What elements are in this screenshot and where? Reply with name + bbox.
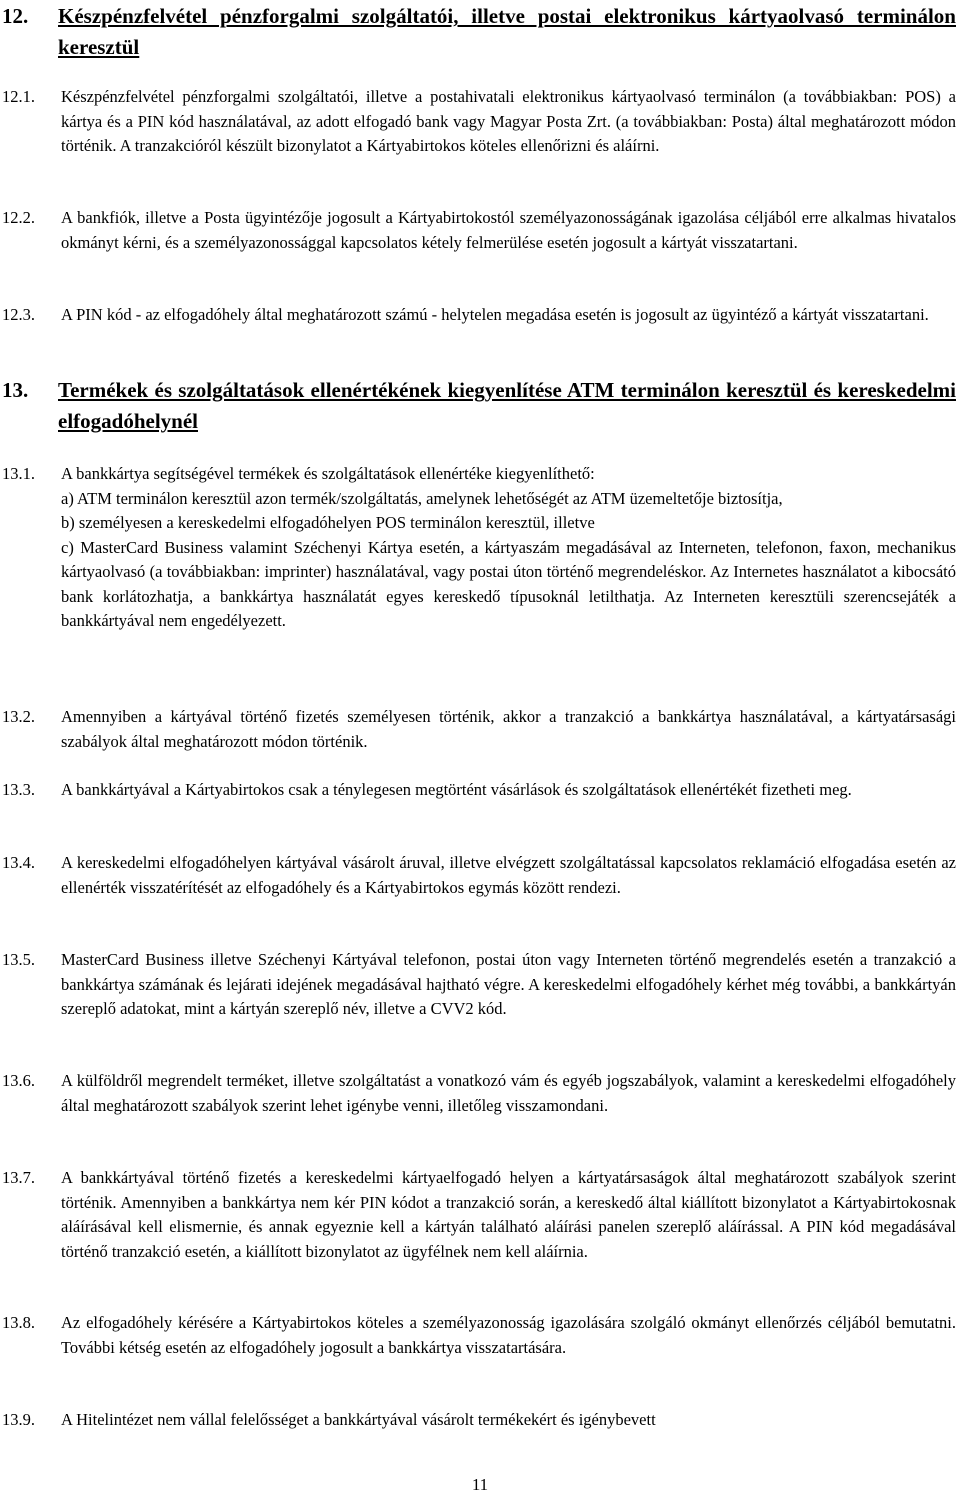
paragraph-13-1 (2, 462, 956, 634)
paragraph-13-4 (2, 851, 956, 900)
paragraph-text: Készpénzfelvétel pénzforgalmi szolgáltatói, illetve a postahivatali elektronikus kártyaolvasó terminálon (a továbbiakban: POS) a kártya és a PIN kód használatával, az adott elfogadó bank vagy Magyar Posta Zrt. (a továbbiakban: Posta) által meghatározott módon történik. A tranzakcióról készült bizonylatot a Kártyabirtokos köteles ellenőrizni és aláírni. (61, 87, 956, 155)
paragraph-13-6 (2, 1069, 956, 1118)
section-number: 12. (2, 4, 29, 28)
paragraph-intro: A bankkártya segítségével termékek és szolgáltatások ellenértéke kiegyenlíthető: (61, 464, 595, 483)
paragraph-number: 13.6. (2, 1071, 35, 1090)
list-item-b: b) személyesen a kereskedelmi elfogadóhelyen POS terminálon keresztül, illetve (61, 513, 595, 532)
paragraph-number: 13.5. (2, 950, 35, 969)
section-title: Készpénzfelvétel pénzforgalmi szolgáltatói, illetve postai elektronikus kártyaolvasó terminálon keresztül (58, 4, 956, 59)
paragraph-number: 13.8. (2, 1313, 35, 1332)
page-number: 11 (471, 1475, 489, 1494)
paragraph-text: A bankfiók, illetve a Posta ügyintézője jogosult a Kártyabirtokostól személyazonosságának igazolása céljából erre alkalmas hivatalos okmányt kérni, és a személyazonossággal kapcsolatos kétely felmerülése esetén jogosult a kártyát visszatartani. (61, 208, 956, 252)
paragraph-number: 13.2. (2, 707, 35, 726)
paragraph-text: A Hitelintézet nem vállal felelősséget a bankkártyával vásárolt termékekért és igénybevett (61, 1410, 656, 1429)
section-heading-13 (2, 375, 956, 437)
paragraph-number: 13.7. (2, 1168, 35, 1187)
paragraph-number: 13.4. (2, 853, 35, 872)
paragraph-number: 13.3. (2, 780, 35, 799)
paragraph-13-9 (2, 1408, 956, 1433)
paragraph-number: 12.2. (2, 208, 35, 227)
paragraph-number: 13.9. (2, 1410, 35, 1429)
section-title: Termékek és szolgáltatások ellenértékének kiegyenlítése ATM terminálon keresztül és kereskedelmi elfogadóhelynél (58, 378, 956, 433)
list-item-c: c) MasterCard Business valamint Széchenyi Kártya esetén, a kártyaszám megadásával az Interneten, telefonon, faxon, mechanikus kártyaolvasó (a továbbiakban: imprinter) használatával, vagy postai úton történő megrendeléskor. Az Internetes használatot a kibocsátó bank korlátozhatja, a bankkártya használatát egyes kereskedő típusoknál letilthatja. Az Interneten keresztüli szerencsejáték a bankkártyával nem engedélyezett. (61, 537, 956, 630)
paragraph-13-2 (2, 705, 956, 754)
paragraph-12-2 (2, 206, 956, 255)
paragraph-text: A kereskedelmi elfogadóhelyen kártyával vásárolt áruval, illetve elvégzett szolgáltatással kapcsolatos reklamáció elfogadása esetén az ellenérték visszatérítését az elfogadóhely és a Kártyabirtokos egymás között rendezi. (61, 853, 956, 897)
paragraph-13-5 (2, 948, 956, 1022)
paragraph-text: Amennyiben a kártyával történő fizetés személyesen történik, akkor a tranzakció a bankkártya használatával, a kártyatársasági szabályok által meghatározott módon történik. (61, 707, 956, 751)
paragraph-text: MasterCard Business illetve Széchenyi Kártyával telefonon, postai úton vagy Interneten történő megrendelés esetén a tranzakció a bankkártya számának és lejárati idejének megadásával hajtható végre. A kereskedelmi elfogadóhely kérhet még további, a bankkártyán szereplő adatokat, mint a kártyán szereplő név, illetve a CVV2 kód. (61, 950, 956, 1018)
paragraph-12-1 (2, 85, 956, 159)
paragraph-number: 12.1. (2, 87, 35, 106)
paragraph-text: A külföldről megrendelt terméket, illetve szolgáltatást a vonatkozó vám és egyéb jogszabályok, valamint a kereskedelmi elfogadóhely által meghatározott szabályok szerint lehet igénybe venni, illetőleg visszamondani. (61, 1071, 956, 1115)
paragraph-13-7 (2, 1166, 956, 1264)
section-number: 13. (2, 378, 29, 402)
paragraph-number: 13.1. (2, 464, 35, 483)
paragraph-number: 12.3. (2, 305, 35, 324)
paragraph-text: A bankkártyával a Kártyabirtokos csak a ténylegesen megtörtént vásárlások és szolgáltatások ellenértékét fizetheti meg. (61, 780, 852, 799)
paragraph-13-8 (2, 1311, 956, 1360)
paragraph-12-3 (2, 303, 956, 328)
section-heading-12 (2, 1, 956, 63)
list-item-a: a) ATM terminálon keresztül azon termék/szolgáltatás, amelynek lehetőségét az ATM üzemeltetője biztosítja, (61, 488, 783, 508)
paragraph-text: A PIN kód - az elfogadóhely által meghatározott számú - helytelen megadása esetén is jogosult az ügyintéző a kártyát visszatartani. (61, 305, 929, 324)
paragraph-13-3 (2, 778, 956, 803)
paragraph-text: A bankkártyával történő fizetés a kereskedelmi kártyaelfogadó helyen a kártyatársaságok által meghatározott szabályok szerint történik. Amennyiben a bankkártya nem kér PIN kódot a tranzakció során, a kereskedő által kiállított bizonylatot a Kártyabirtokosnak aláírásával kell elismernie, és annak egyeznie kell a kártyán található aláírási panelen szereplő aláírással. A PIN kód megadásával történő tranzakció esetén, a kiállított bizonylatot az ügyfélnek nem kell aláírnia. (61, 1168, 956, 1261)
paragraph-text: Az elfogadóhely kérésére a Kártyabirtokos köteles a személyazonosság igazolására szolgáló okmányt ellenőrzés céljából bemutatni. További kétség esetén az elfogadóhely jogosult a bankkártya visszatartására. (61, 1313, 956, 1357)
